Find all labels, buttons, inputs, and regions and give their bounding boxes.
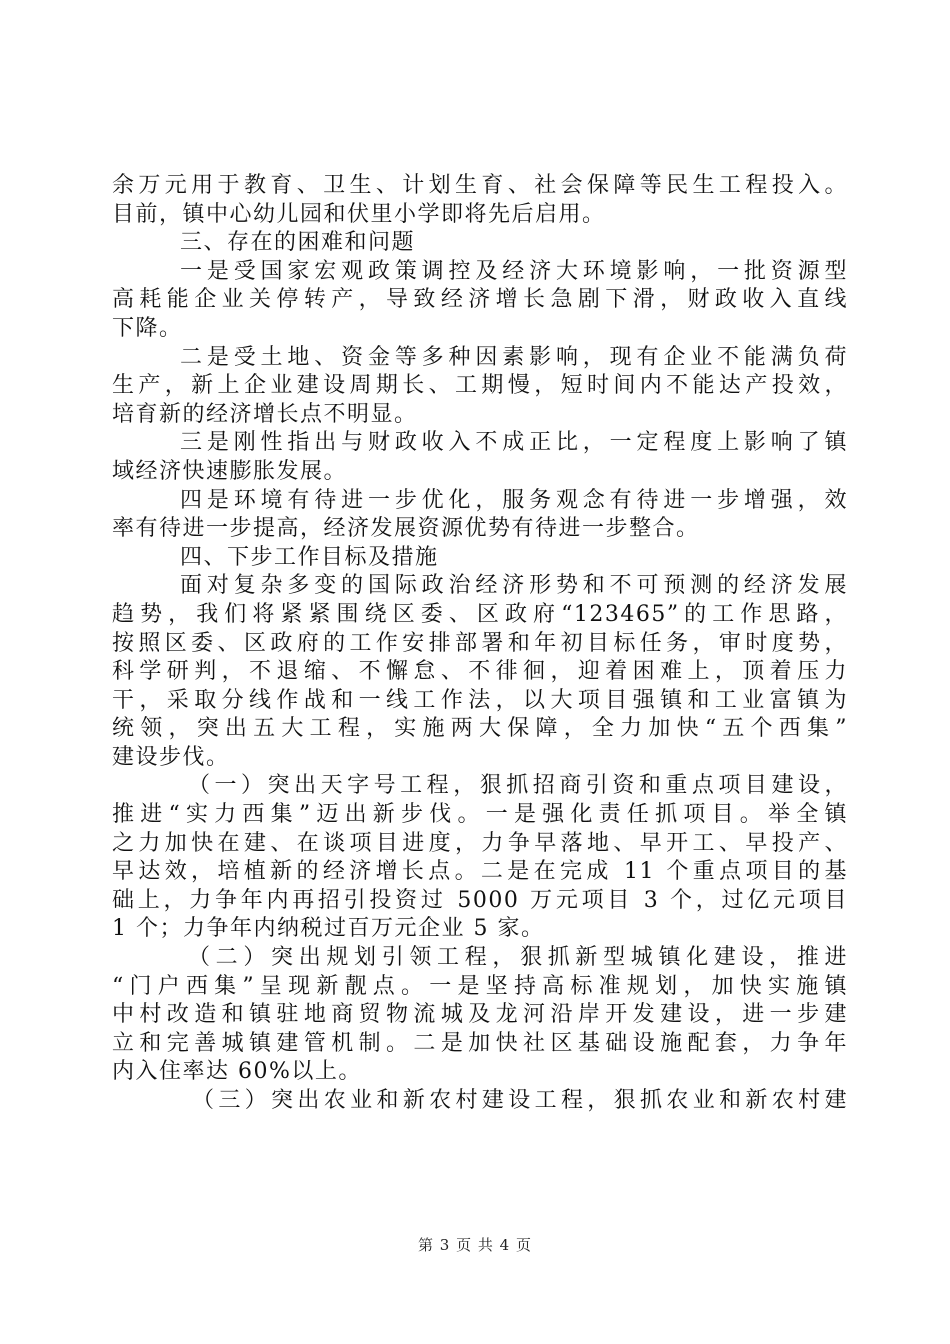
page-footer: 第 3 页 共 4 页 [418,1236,532,1254]
text-line: 率有待进一步提高，经济发展资源优势有待进一步整合。 [112,516,700,542]
subsection-heading: （二）突出规划引领工程，狠抓新型城镇化建设，推进 [188,945,848,971]
text-line: 建设步伐。 [112,744,230,770]
text-line: 四是环境有待进一步优化，服务观念有待进一步增强，效 [180,487,848,513]
text-line: 早达效，培植新的经济增长点。二是在完成 11 个重点项目的基 [112,859,848,885]
text-line: 高耗能企业关停转产，导致经济增长急剧下滑，财政收入直线 [112,287,848,313]
text-line: 面对复杂多变的国际政治经济形势和不可预测的经济发展 [180,573,848,599]
text-line: 域经济快速膨胀发展。 [112,458,348,484]
section-heading: 三、存在的困难和问题 [180,230,416,256]
text-line: 余万元用于教育、卫生、计划生育、社会保障等民生工程投入。 [112,173,848,198]
text-line: 三是刚性指出与财政收入不成正比，一定程度上影响了镇 [180,430,848,456]
text-line: “门户西集”呈现新靓点。一是坚持高标准规划，加快实施镇 [112,973,848,999]
text-line: 生产，新上企业建设周期长、工期慢，短时间内不能达产投效， [112,373,848,399]
text-line: 内入住率达 60%以上。 [112,1059,362,1085]
text-line: 科学研判，不退缩、不懈怠、不徘徊，迎着困难上，顶着压力 [112,659,848,685]
text-line: 下降。 [112,315,183,341]
text-line: 中村改造和镇驻地商贸物流城及龙河沿岸开发建设，进一步建 [112,1002,848,1028]
text-line: 趋势，我们将紧紧围绕区委、区政府“123465”的工作思路， [112,601,848,627]
text-line: 1 个；力争年内纳税过百万元企业 5 家。 [112,916,545,942]
text-line: 础上，力争年内再招引投资过 5000 万元项目 3 个，过亿元项目 [112,887,848,913]
text-line: 一是受国家宏观政策调控及经济大环境影响，一批资源型 [180,258,848,284]
text-line: 干，采取分线作战和一线工作法，以大项目强镇和工业富镇为 [112,687,848,713]
text-line: 按照区委、区政府的工作安排部署和年初目标任务，审时度势， [112,630,848,656]
text-line: 推进“实力西集”迈出新步伐。一是强化责任抓项目。举全镇 [112,802,848,828]
text-line: 二是受土地、资金等多种因素影响，现有企业不能满负荷 [180,344,848,370]
subsection-heading: （三）突出农业和新农村建设工程，狠抓农业和新农村建 [192,1088,848,1113]
text-line: 之力加快在建、在谈项目进度，力争早落地、早开工、早投产、 [112,830,848,856]
subsection-heading: （一）突出天字号工程，狠抓招商引资和重点项目建设， [188,773,848,799]
text-line: 目前，镇中心幼儿园和伏里小学即将先后启用。 [112,201,606,227]
text-line: 统领，突出五大工程，实施两大保障，全力加快“五个西集” [112,716,848,742]
section-heading: 四、下步工作目标及措施 [180,544,439,570]
text-line: 立和完善城镇建管机制。二是加快社区基础设施配套，力争年 [112,1030,848,1056]
body-text [112,172,848,1116]
text-line: 培育新的经济增长点不明显。 [112,401,418,427]
